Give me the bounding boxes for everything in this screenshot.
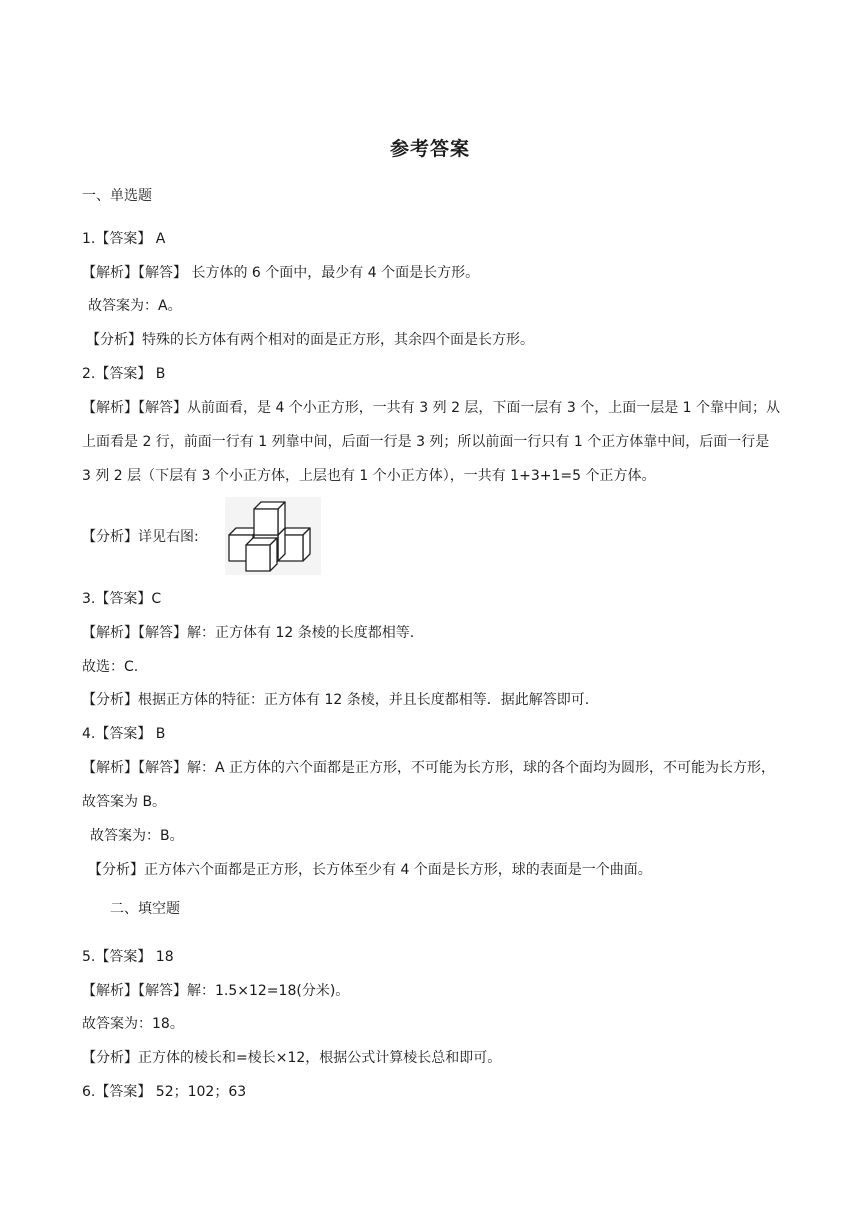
q1-answer: 1.【答案】 A: [82, 231, 166, 247]
q2-analysis: 【分析】详见右图:: [82, 529, 199, 545]
q1-conclusion: 故答案为：A。: [88, 298, 182, 314]
page-title: 参考答案: [389, 138, 470, 160]
q5-conclusion: 故答案为：18。: [82, 1016, 184, 1032]
q4-explanation: 【解析】【解答】解：A 正方体的六个面都是正方形，不可能为长方形，球的各个面均为圆形，不可能为长方形，故答案为 B。: [82, 760, 776, 810]
q3-conclusion: 故选：C.: [82, 659, 139, 675]
section-heading-fill-blank: 二、填空题: [110, 901, 180, 917]
section-heading-single-choice: 一、单选题: [82, 188, 152, 204]
q1-analysis: 【分析】特殊的长方体有两个相对的面是正方形，其余四个面是长方形。: [86, 332, 534, 348]
q2-answer: 2.【答案】 B: [82, 366, 166, 382]
q3-analysis: 【分析】根据正方体的特征：正方体有 12 条棱，并且长度都相等．据此解答即可.: [82, 692, 590, 708]
q3-answer: 3.【答案】C: [82, 591, 162, 607]
q5-answer: 5.【答案】 18: [82, 949, 174, 965]
q5-explanation: 【解析】【解答】解：1.5×12=18(分米)。: [82, 983, 350, 999]
q6-answer: 6.【答案】 52；102；63: [82, 1084, 247, 1100]
q2-explanation: 【解析】【解答】从前面看，是 4 个小正方形，一共有 3 列 2 层，下面一层有 3 个，上面一层是 1 个靠中间；从上面看是 2 行，前面一行有 1 列靠中间，后面一行是 3 列；所以前面一行只有 1 个正方体靠中间，后面一行是 3 列 2 层（下层有 3 个小正方体，上层也有 1 个小正方体），一共有 1+3+1=5 个正方体。: [82, 400, 781, 484]
five-cubes-drawing: [225, 497, 321, 575]
q4-answer: 4.【答案】 B: [82, 726, 166, 742]
q5-analysis: 【分析】正方体的棱长和=棱长×12，根据公式计算棱长总和即可。: [82, 1050, 502, 1066]
q1-explanation: 【解析】【解答】 长方体的 6 个面中，最少有 4 个面是长方形。: [82, 265, 480, 281]
q4-conclusion: 故答案为：B。: [90, 828, 184, 844]
cube-stack-figure: [225, 497, 321, 575]
q3-explanation: 【解析】【解答】解：正方体有 12 条棱的长度都相等.: [82, 625, 415, 641]
q4-analysis: 【分析】正方体六个面都是正方形，长方体至少有 4 个面是长方形，球的表面是一个曲面。: [88, 862, 652, 878]
